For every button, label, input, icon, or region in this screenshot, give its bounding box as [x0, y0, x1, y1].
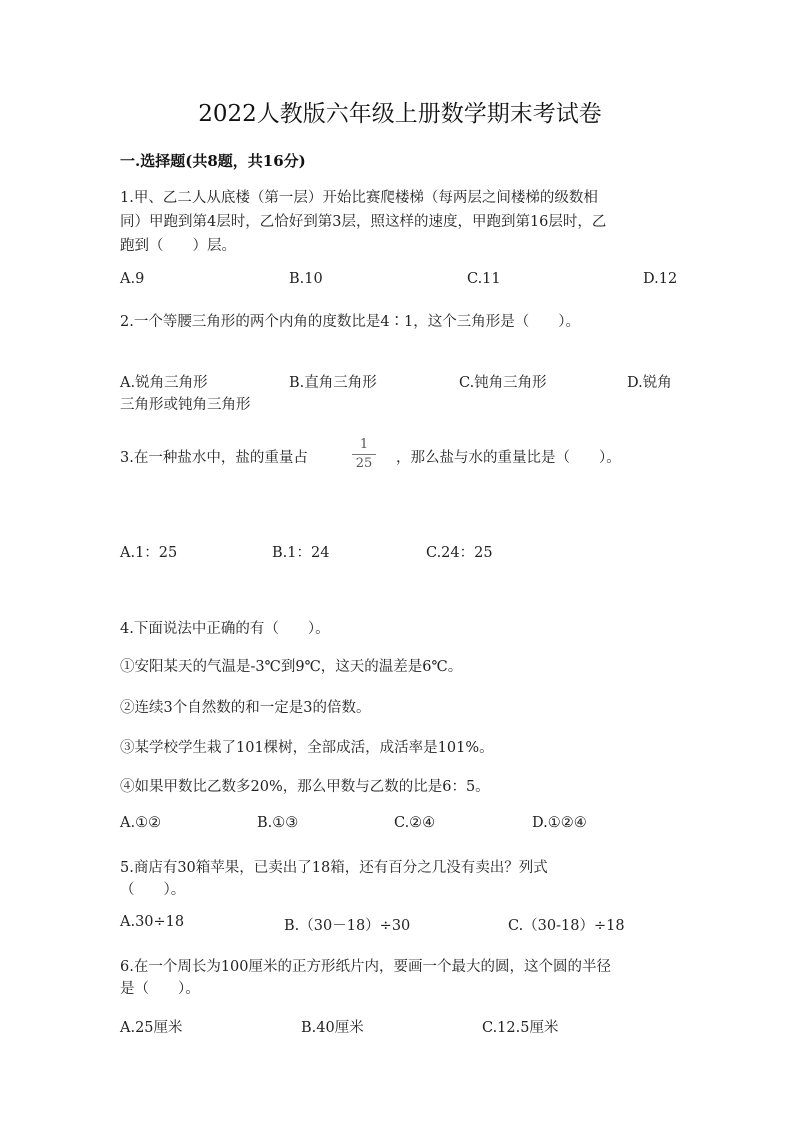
question-3-prefix: 3.在一种盐水中，盐的重量占	[120, 450, 308, 466]
question-6-line-1: 6.在一个周长为100厘米的正方形纸片内，要画一个最大的圆，这个圆的半径	[120, 959, 612, 975]
question-2-option-b[interactable]: B.直角三角形	[289, 375, 377, 391]
question-6-line-2: 是（ ）。	[120, 981, 200, 997]
question-5-option-a[interactable]: A.30÷18	[120, 914, 185, 930]
question-3-suffix: ，那么盐与水的重量比是（ ）。	[396, 450, 621, 466]
section-heading: 一.选择题(共8题，共16分)	[120, 152, 306, 170]
question-4-option-b[interactable]: B.①③	[257, 815, 299, 831]
question-6-option-b[interactable]: B.40厘米	[301, 1020, 364, 1036]
question-3-option-b[interactable]: B.1：24	[272, 545, 330, 561]
question-5-line-2: （ ）。	[120, 882, 186, 898]
fraction-numerator: 1	[359, 437, 369, 452]
question-4-statement-3: ③某学校学生栽了101棵树，全部成活，成活率是101%。	[120, 740, 494, 756]
fraction-bar	[352, 454, 376, 455]
question-4-option-a[interactable]: A.①②	[120, 815, 162, 831]
question-3-option-a[interactable]: A.1：25	[120, 545, 178, 561]
question-1-line-1: 1.甲、乙二人从底楼（第一层）开始比赛爬楼梯（每两层之间楼梯的级数相	[120, 190, 598, 206]
question-6-option-c[interactable]: C.12.5厘米	[482, 1020, 559, 1036]
question-6-option-a[interactable]: A.25厘米	[120, 1020, 183, 1036]
page-title: 2022人教版六年级上册数学期末考试卷	[198, 101, 602, 127]
question-4-statement-1: ①安阳某天的气温是-3℃到9℃，这天的温差是6℃。	[120, 659, 463, 675]
question-4-option-d[interactable]: D.①②④	[532, 815, 587, 831]
question-2-option-a[interactable]: A.锐角三角形	[120, 375, 208, 391]
question-1-option-c[interactable]: C.11	[467, 271, 501, 287]
question-4-option-c[interactable]: C.②④	[394, 815, 436, 831]
fraction	[352, 437, 376, 472]
question-1-option-a[interactable]: A.9	[120, 271, 145, 287]
question-2-option-c[interactable]: C.钝角三角形	[459, 375, 547, 391]
question-1-line-3: 跑到（ ）层。	[120, 238, 236, 254]
question-5-option-c[interactable]: C.（30-18）÷18	[508, 918, 625, 934]
question-1-option-b[interactable]: B.10	[289, 271, 323, 287]
question-3-option-c[interactable]: C.24：25	[426, 545, 493, 561]
fraction-denominator: 25	[355, 456, 373, 471]
question-2-line: 2.一个等腰三角形的两个内角的度数比是4∶1，这个三角形是（ ）。	[120, 314, 581, 330]
question-5-line-1: 5.商店有30箱苹果，已卖出了18箱，还有百分之几没有卖出？列式	[120, 860, 548, 876]
question-5-option-b[interactable]: B.（30－18）÷30	[284, 918, 411, 934]
question-4-line: 4.下面说法中正确的有（ ）。	[120, 621, 330, 637]
question-2-option-d-continued: 三角形或钝角三角形	[120, 397, 251, 413]
question-1-option-d[interactable]: D.12	[643, 271, 678, 287]
question-2-option-d[interactable]: D.锐角	[627, 375, 672, 391]
question-1-line-2: 同）甲跑到第4层时，乙恰好到第3层，照这样的速度，甲跑到第16层时，乙	[120, 214, 607, 230]
question-4-statement-4: ④如果甲数比乙数多20%，那么甲数与乙数的比是6：5。	[120, 779, 490, 795]
question-4-statement-2: ②连续3个自然数的和一定是3的倍数。	[120, 700, 371, 716]
